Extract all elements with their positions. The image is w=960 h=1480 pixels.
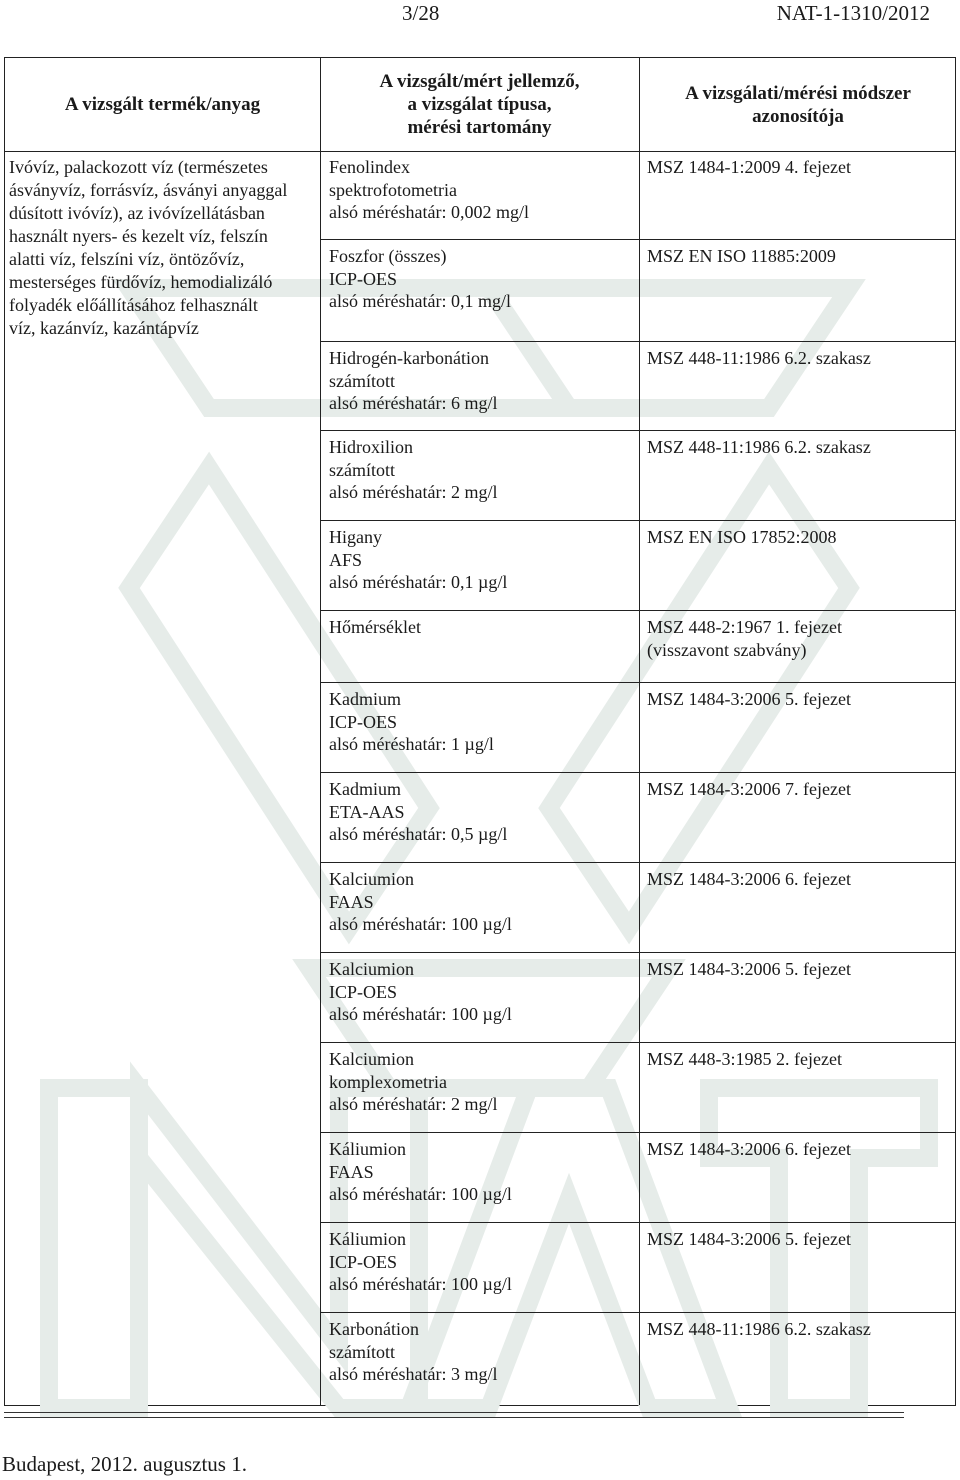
property-cell [329,156,629,224]
footer-rule [4,1417,904,1418]
page-number: 3/28 [402,1,440,25]
table-row [320,953,955,1043]
property-technique: komplexometria [329,1071,447,1092]
property-cell [329,958,629,1026]
method-cell [647,868,947,891]
method-id: MSZ 448-11:1986 6.2. szakasz [647,348,871,368]
method-cell [647,156,947,179]
method-id: MSZ EN ISO 17852:2008 [647,527,837,547]
method-cell [647,436,947,459]
property-limit: alsó méréshatár: 100 µg/l [329,914,512,935]
method-id: MSZ 448-11:1986 6.2. szakasz [647,437,871,457]
method-id: MSZ 1484-3:2006 6. fejezet [647,1139,851,1159]
method-id: MSZ EN ISO 11885:2009 [647,246,836,266]
property-technique: FAAS [329,1161,374,1182]
property-cell [329,778,629,846]
property-name: Hidroxilion [329,437,413,457]
method-cell [647,347,947,370]
table-row [320,1223,955,1313]
footer-place-date: Budapest, 2012. augusztus 1. [2,1452,247,1476]
property-limit: alsó méréshatár: 0,002 mg/l [329,202,529,223]
property-cell [329,436,629,504]
property-cell [329,1228,629,1296]
product-line: folyadék előállításához felhasznált [9,295,258,315]
product-line: Ivóvíz, palackozott víz (természetes [9,157,268,177]
method-id: MSZ 1484-3:2006 5. fejezet [647,1229,851,1249]
property-cell [329,1048,629,1116]
property-name: Karbonátion [329,1319,419,1339]
method-cell [647,526,947,549]
column-header-property: A vizsgált/mért jellemző, a vizsgálat típusa, mérési tartomány [379,71,580,138]
property-limit: alsó méréshatár: 0,5 µg/l [329,824,508,845]
footer-rule [4,1412,904,1413]
product-description [9,156,315,340]
method-cell [647,616,947,661]
property-limit: alsó méréshatár: 0,1 mg/l [329,291,511,312]
product-line: mesterséges fürdővíz, hemodializáló [9,272,273,292]
property-cell [329,526,629,594]
property-limit: alsó méréshatár: 100 µg/l [329,1184,512,1205]
property-name: Kadmium [329,779,401,799]
table-row [320,431,955,521]
method-id: MSZ 1484-3:2006 6. fejezet [647,869,851,889]
property-name: Hidrogén-karbonátion [329,348,489,368]
property-limit: alsó méréshatár: 100 µg/l [329,1004,512,1025]
property-name: Kalciumion [329,869,414,889]
property-name: Kalciumion [329,1049,414,1069]
property-cell [329,245,629,313]
product-line: alatti víz, felszíni víz, öntözővíz, [9,249,245,269]
method-id: MSZ 448-11:1986 6.2. szakasz [647,1319,871,1339]
table-row [320,1133,955,1223]
property-name: Kadmium [329,689,401,709]
product-line: dúsított ivóvíz), az ivóvízellátásban [9,203,265,223]
table-row [320,1313,955,1405]
column-header-product: A vizsgált termék/anyag [64,94,261,115]
property-technique: ICP-OES [329,1251,398,1272]
product-line: ásványvíz, forrásvíz, ásványi anyaggal [9,180,288,200]
accreditation-table [4,57,956,1406]
method-cell [647,245,947,268]
product-line: használt nyers- és kezelt víz, felszín [9,226,268,246]
table-row [320,342,955,431]
table-row [320,683,955,773]
document-id: NAT-1-1310/2012 [776,1,930,25]
column-header-method: A vizsgálati/mérési módszer azonosítója [685,82,911,127]
method-id: MSZ 1484-1:2009 4. fejezet [647,157,851,177]
method-cell [647,1138,947,1161]
watermark-shape [49,1088,139,1408]
method-cell [647,1318,947,1341]
property-limit: alsó méréshatár: 6 mg/l [329,393,498,414]
product-line: víz, kazánvíz, kazántápvíz [9,318,199,338]
property-limit: alsó méréshatár: 1 µg/l [329,734,494,755]
method-id: MSZ 1484-3:2006 5. fejezet [647,689,851,709]
property-technique: ETA-AAS [329,801,405,822]
property-limit: alsó méréshatár: 2 mg/l [329,482,498,503]
method-id: MSZ 448-2:1967 1. fejezet [647,617,842,637]
method-note: (visszavont szabvány) [647,639,807,660]
property-name: Káliumion [329,1139,406,1159]
property-technique: spektrofotometria [329,179,457,200]
property-name: Hőmérséklet [329,617,421,637]
method-id: MSZ 1484-3:2006 7. fejezet [647,779,851,799]
property-cell [329,868,629,936]
table-row [320,1043,955,1133]
property-name: Kalciumion [329,959,414,979]
property-limit: alsó méréshatár: 3 mg/l [329,1364,498,1385]
property-cell [329,347,629,415]
property-technique: FAAS [329,891,374,912]
property-name: Foszfor (összes) [329,246,447,266]
property-technique: számított [329,459,395,480]
property-technique: ICP-OES [329,711,398,732]
method-cell [647,1048,947,1071]
property-limit: alsó méréshatár: 2 mg/l [329,1094,498,1115]
property-technique: számított [329,370,395,391]
property-cell [329,1318,629,1386]
property-name: Higany [329,527,382,547]
property-cell [329,1138,629,1206]
table-row [320,151,955,240]
property-name: Káliumion [329,1229,406,1249]
method-cell [647,688,947,711]
property-limit: alsó méréshatár: 100 µg/l [329,1274,512,1295]
property-cell [329,616,629,639]
table-row [320,521,955,611]
table-row [320,773,955,863]
table-row [320,863,955,953]
table-row [320,240,955,342]
method-cell [647,1228,947,1251]
property-technique: ICP-OES [329,268,398,289]
method-id: MSZ 1484-3:2006 5. fejezet [647,959,851,979]
page-header [0,0,960,34]
property-name: Fenolindex [329,157,410,177]
property-cell [329,688,629,756]
method-id: MSZ 448-3:1985 2. fejezet [647,1049,842,1069]
property-technique: ICP-OES [329,981,398,1002]
property-technique: AFS [329,549,363,570]
property-limit: alsó méréshatár: 0,1 µg/l [329,572,508,593]
method-cell [647,958,947,981]
property-technique: számított [329,1341,395,1362]
method-cell [647,778,947,801]
table-row [320,611,955,683]
